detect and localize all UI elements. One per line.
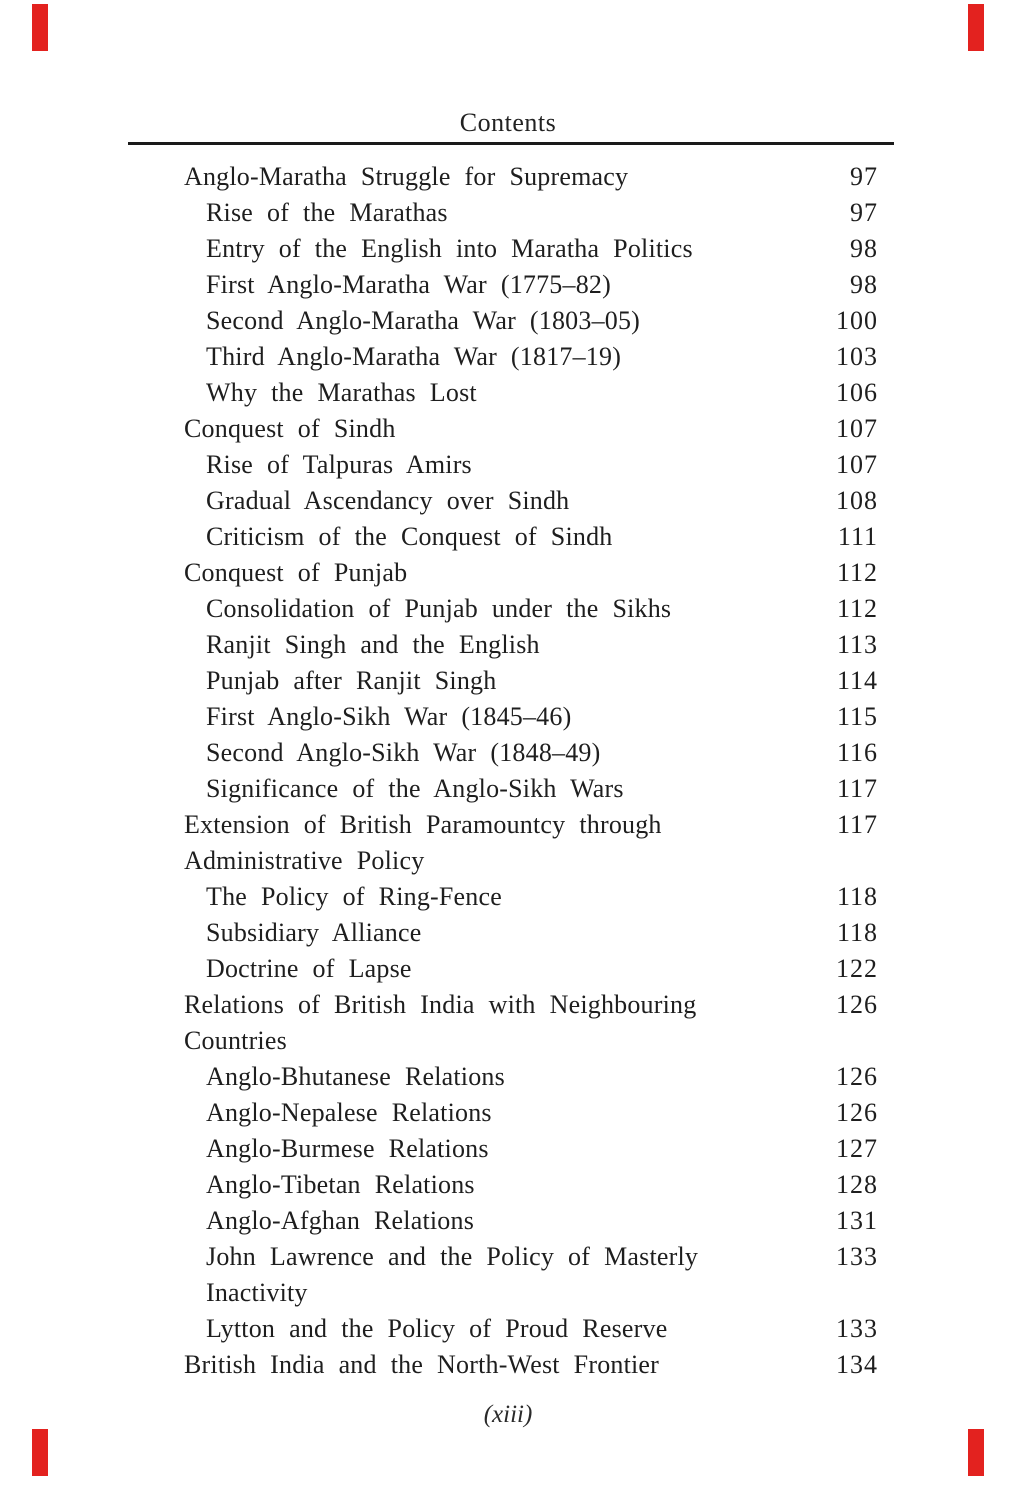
toc-entry <box>184 159 878 195</box>
toc-entry-title: Second Anglo-Sikh War (1848–49) <box>206 738 601 767</box>
toc-entry <box>184 843 878 879</box>
toc-entry-title: Subsidiary Alliance <box>206 918 422 947</box>
red-crop-mark-bottom-right <box>968 1429 984 1476</box>
toc-entry <box>184 375 878 411</box>
toc-entry-page: 134 <box>836 1350 878 1379</box>
toc-entry <box>184 303 878 339</box>
toc-entry-page: 117 <box>836 774 878 803</box>
toc-entry <box>184 1131 878 1167</box>
toc-entry <box>184 195 878 231</box>
toc-entry-page: 107 <box>836 450 878 479</box>
toc-entry <box>184 591 878 627</box>
toc-entry <box>184 411 878 447</box>
toc-entry <box>184 231 878 267</box>
toc-entry-title: Criticism of the Conquest of Sindh <box>206 522 613 551</box>
toc-entry-title: Entry of the English into Maratha Politics <box>206 234 693 263</box>
toc-entry-page: 98 <box>850 270 878 299</box>
toc-entry-page: 122 <box>836 954 878 983</box>
toc-entry <box>184 807 878 843</box>
toc-entry-title: Anglo-Maratha Struggle for Supremacy <box>184 162 629 191</box>
toc-entry-title: Ranjit Singh and the English <box>206 630 540 659</box>
toc-entry <box>184 879 878 915</box>
toc-entry-title: Anglo-Afghan Relations <box>206 1206 475 1235</box>
toc-entry-page: 133 <box>836 1242 878 1271</box>
toc-entry <box>184 555 878 591</box>
toc-entry-page: 115 <box>836 702 878 731</box>
toc-entry-title: Conquest of Punjab <box>184 558 408 587</box>
toc-entry-page: 131 <box>836 1206 878 1235</box>
toc-entry-page: 133 <box>836 1314 878 1343</box>
toc-entry-title: The Policy of Ring-Fence <box>206 882 502 911</box>
toc-entry-title: Significance of the Anglo-Sikh Wars <box>206 774 624 803</box>
toc-entry <box>184 1203 878 1239</box>
toc-entry-title: Countries <box>184 1026 287 1055</box>
toc-entry <box>184 735 878 771</box>
toc-entry <box>184 1023 878 1059</box>
toc-entry-page: 114 <box>836 666 878 695</box>
toc-entry-title: Rise of the Marathas <box>206 198 448 227</box>
toc-entry-page: 103 <box>836 342 878 371</box>
toc-entry-page: 126 <box>836 1062 878 1091</box>
toc-entry <box>184 1275 878 1311</box>
toc-entry-title: Anglo-Burmese Relations <box>206 1134 489 1163</box>
toc-entry <box>184 987 878 1023</box>
toc-entry <box>184 267 878 303</box>
toc-entry-title: Administrative Policy <box>184 846 425 875</box>
toc-entry <box>184 483 878 519</box>
toc-entry-page: 127 <box>836 1134 878 1163</box>
toc-entry <box>184 663 878 699</box>
toc-entry-title: First Anglo-Sikh War (1845–46) <box>206 702 572 731</box>
toc-entry-page: 97 <box>850 198 878 227</box>
toc-entry <box>184 627 878 663</box>
toc-entry <box>184 771 878 807</box>
toc-entry <box>184 951 878 987</box>
toc-entry-title: Lytton and the Policy of Proud Reserve <box>206 1314 668 1343</box>
toc-entry <box>184 1347 878 1383</box>
toc-entry <box>184 1059 878 1095</box>
toc-entry-page: 113 <box>836 630 878 659</box>
toc-entry-page: 97 <box>850 162 878 191</box>
toc-entry-title: Why the Marathas Lost <box>206 378 477 407</box>
toc-entry-title: Anglo-Bhutanese Relations <box>206 1062 505 1091</box>
toc-entry-page: 98 <box>850 234 878 263</box>
red-crop-mark-bottom-left <box>32 1429 48 1476</box>
toc-entry <box>184 339 878 375</box>
toc-entry-title: Second Anglo-Maratha War (1803–05) <box>206 306 641 335</box>
toc-entry-title: John Lawrence and the Policy of Masterly <box>206 1242 699 1271</box>
toc-entry-page: 106 <box>836 378 878 407</box>
toc-list <box>184 159 878 1383</box>
toc-entry-title: Conquest of Sindh <box>184 414 396 443</box>
toc-entry-page: 118 <box>836 882 878 911</box>
toc-entry-page: 112 <box>836 594 878 623</box>
toc-entry-title: Third Anglo-Maratha War (1817–19) <box>206 342 622 371</box>
toc-entry <box>184 1311 878 1347</box>
toc-entry <box>184 1095 878 1131</box>
red-crop-mark-top-left <box>32 4 48 51</box>
header-rule <box>128 142 894 145</box>
toc-entry <box>184 1239 878 1275</box>
toc-entry-page: 128 <box>836 1170 878 1199</box>
toc-entry-page: 112 <box>836 558 878 587</box>
toc-entry-title: British India and the North-West Frontier <box>184 1350 660 1379</box>
toc-entry-page: 126 <box>836 1098 878 1127</box>
toc-entry <box>184 915 878 951</box>
toc-entry-title: Gradual Ascendancy over Sindh <box>206 486 570 515</box>
toc-entry-page: 100 <box>836 306 878 335</box>
toc-entry <box>184 1167 878 1203</box>
toc-entry-title: Anglo-Tibetan Relations <box>206 1170 475 1199</box>
toc-entry-page: 111 <box>837 522 878 551</box>
toc-entry-page: 126 <box>836 990 878 1019</box>
red-crop-mark-top-right <box>968 4 984 51</box>
toc-entry-page: 107 <box>836 414 878 443</box>
toc-entry-title: Anglo-Nepalese Relations <box>206 1098 492 1127</box>
toc-entry-page: 118 <box>836 918 878 947</box>
toc-entry <box>184 699 878 735</box>
toc-entry-title: Consolidation of Punjab under the Sikhs <box>206 594 672 623</box>
toc-entry-title: Doctrine of Lapse <box>206 954 412 983</box>
folio-page-number: (xiii) <box>483 1401 533 1428</box>
toc-entry-page: 117 <box>836 810 878 839</box>
toc-entry-title: Punjab after Ranjit Singh <box>206 666 497 695</box>
toc-entry-title: First Anglo-Maratha War (1775–82) <box>206 270 611 299</box>
toc-entry <box>184 447 878 483</box>
toc-entry-title: Inactivity <box>206 1278 308 1307</box>
toc-entry-title: Rise of Talpuras Amirs <box>206 450 472 479</box>
toc-entry-page: 108 <box>836 486 878 515</box>
toc-entry-page: 116 <box>836 738 878 767</box>
toc-entry-title: Relations of British India with Neighbouring <box>184 990 697 1019</box>
toc-entry <box>184 519 878 555</box>
toc-entry-title: Extension of British Paramountcy through <box>184 810 662 839</box>
page-title: Contents <box>459 108 557 137</box>
